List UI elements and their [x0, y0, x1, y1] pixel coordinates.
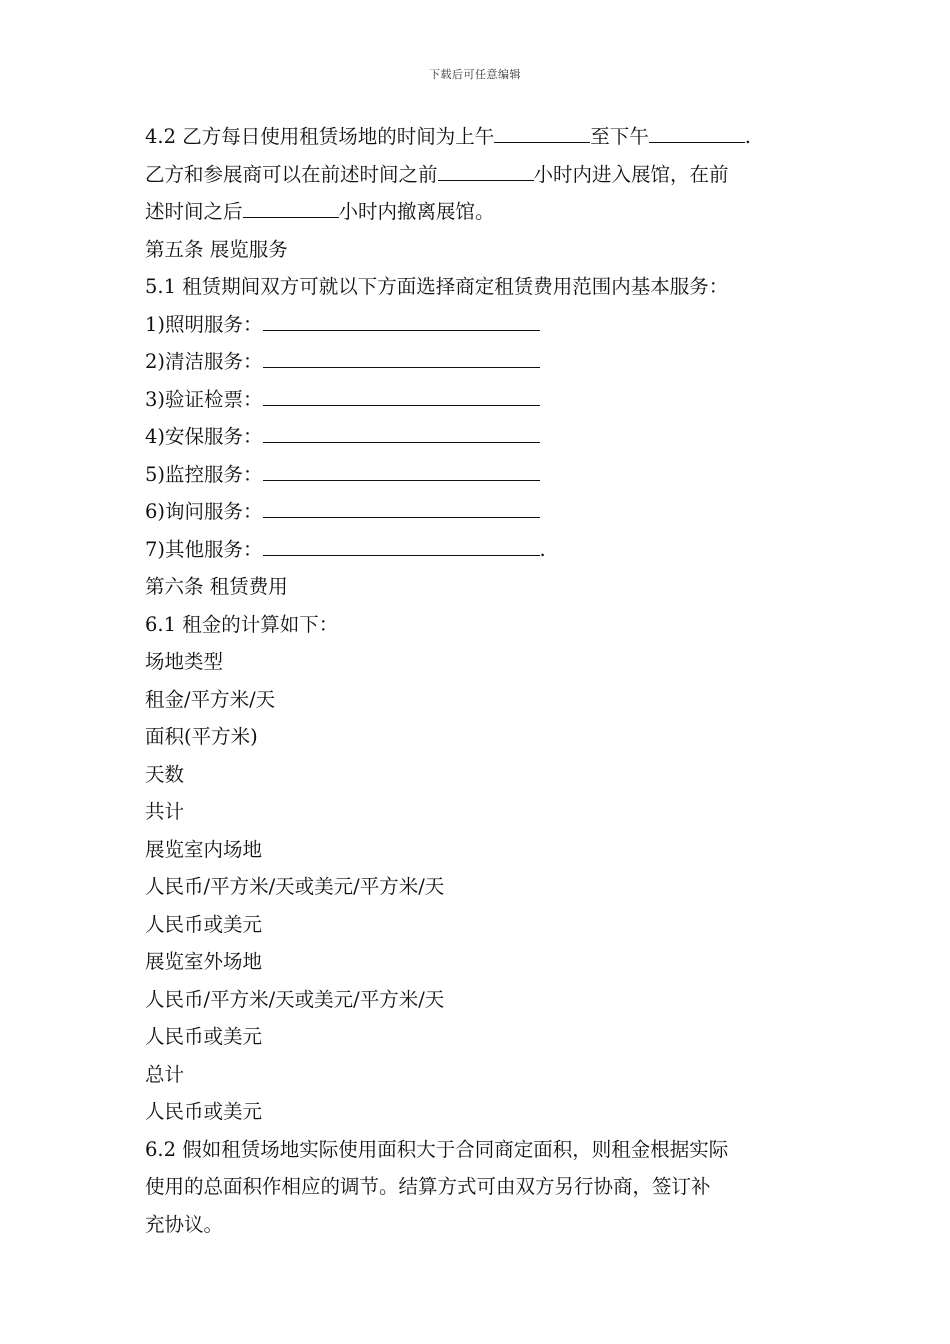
- clause-text: 乙方和参展商可以在前述时间之前: [145, 162, 438, 186]
- blank-field: [263, 345, 540, 368]
- service-label: 4)安保服务：: [145, 425, 263, 448]
- clause-6-1: 6.1 租金的计算如下：: [145, 612, 339, 636]
- blank-field: [649, 120, 745, 143]
- blank-field: [263, 420, 540, 443]
- blank-field: [263, 383, 540, 406]
- blank-field: [263, 458, 540, 481]
- rent-row: 人民币/平方米/天或美元/平方米/天: [145, 875, 445, 898]
- page-header: 下载后可任意编辑: [429, 68, 521, 81]
- blank-field: [243, 195, 339, 218]
- article-5-title: 第五条 展览服务: [145, 237, 288, 261]
- clause-text: 小时内进入展馆，在前: [533, 162, 729, 186]
- blank-field: [438, 158, 534, 181]
- blank-field: [263, 533, 540, 556]
- clause-6-2-line-3: 充协议。: [145, 1212, 224, 1236]
- rent-row: 场地类型: [145, 650, 224, 673]
- clause-text: 至下午: [590, 125, 649, 148]
- rent-row: 总计: [145, 1062, 185, 1086]
- service-label: 5)监控服务：: [145, 462, 263, 486]
- rent-row: 人民币或美元: [145, 1100, 263, 1123]
- service-item: [145, 493, 810, 531]
- service-item: [145, 381, 810, 419]
- clause-text: .: [539, 537, 546, 561]
- clause-text: 小时内撤离展馆。: [338, 200, 495, 223]
- rent-row: 人民币或美元: [145, 912, 263, 936]
- clause-5-1: 5.1 租赁期间双方可就以下方面选择商定租赁费用范围内基本服务：: [145, 275, 729, 298]
- service-item: [145, 306, 810, 344]
- service-item: [145, 343, 810, 381]
- service-label: 3)验证检票：: [145, 387, 263, 411]
- clause-4-2-line-2: [145, 156, 810, 194]
- service-label: 1)照明服务：: [145, 312, 263, 336]
- service-label: 7)其他服务：: [145, 537, 263, 561]
- article-6-title: 第六条 租赁费用: [145, 575, 288, 598]
- clause-4-2-line-3: [145, 193, 810, 231]
- blank-field: [494, 120, 590, 143]
- rent-row: 人民币或美元: [145, 1025, 263, 1048]
- clause-text: .: [744, 125, 751, 148]
- service-label: 6)询问服务：: [145, 500, 263, 523]
- service-item: [145, 531, 810, 569]
- rent-row: 面积(平方米): [145, 725, 258, 748]
- clause-text: 述时间之后: [145, 200, 243, 223]
- rent-row: 租金/平方米/天: [145, 687, 276, 711]
- clause-6-2-line-2: 使用的总面积作相应的调节。结算方式可由双方另行协商，签订补: [145, 1175, 711, 1198]
- blank-field: [263, 308, 540, 331]
- rent-row: 展览室外场地: [145, 950, 263, 973]
- rent-row: 共计: [145, 800, 185, 823]
- document-body: [145, 118, 810, 1243]
- clause-4-2-line-1: [145, 118, 810, 156]
- blank-field: [263, 495, 540, 518]
- service-item: [145, 456, 810, 494]
- service-item: [145, 418, 810, 456]
- clause-text: 4.2 乙方每日使用租赁场地的时间为上午: [145, 125, 495, 148]
- service-label: 2)清洁服务：: [145, 350, 263, 373]
- rent-row: 展览室内场地: [145, 837, 263, 861]
- clause-6-2-line-1: 6.2 假如租赁场地实际使用面积大于合同商定面积，则租金根据实际: [145, 1137, 729, 1161]
- rent-row: 人民币/平方米/天或美元/平方米/天: [145, 987, 445, 1011]
- rent-row: 天数: [145, 762, 185, 786]
